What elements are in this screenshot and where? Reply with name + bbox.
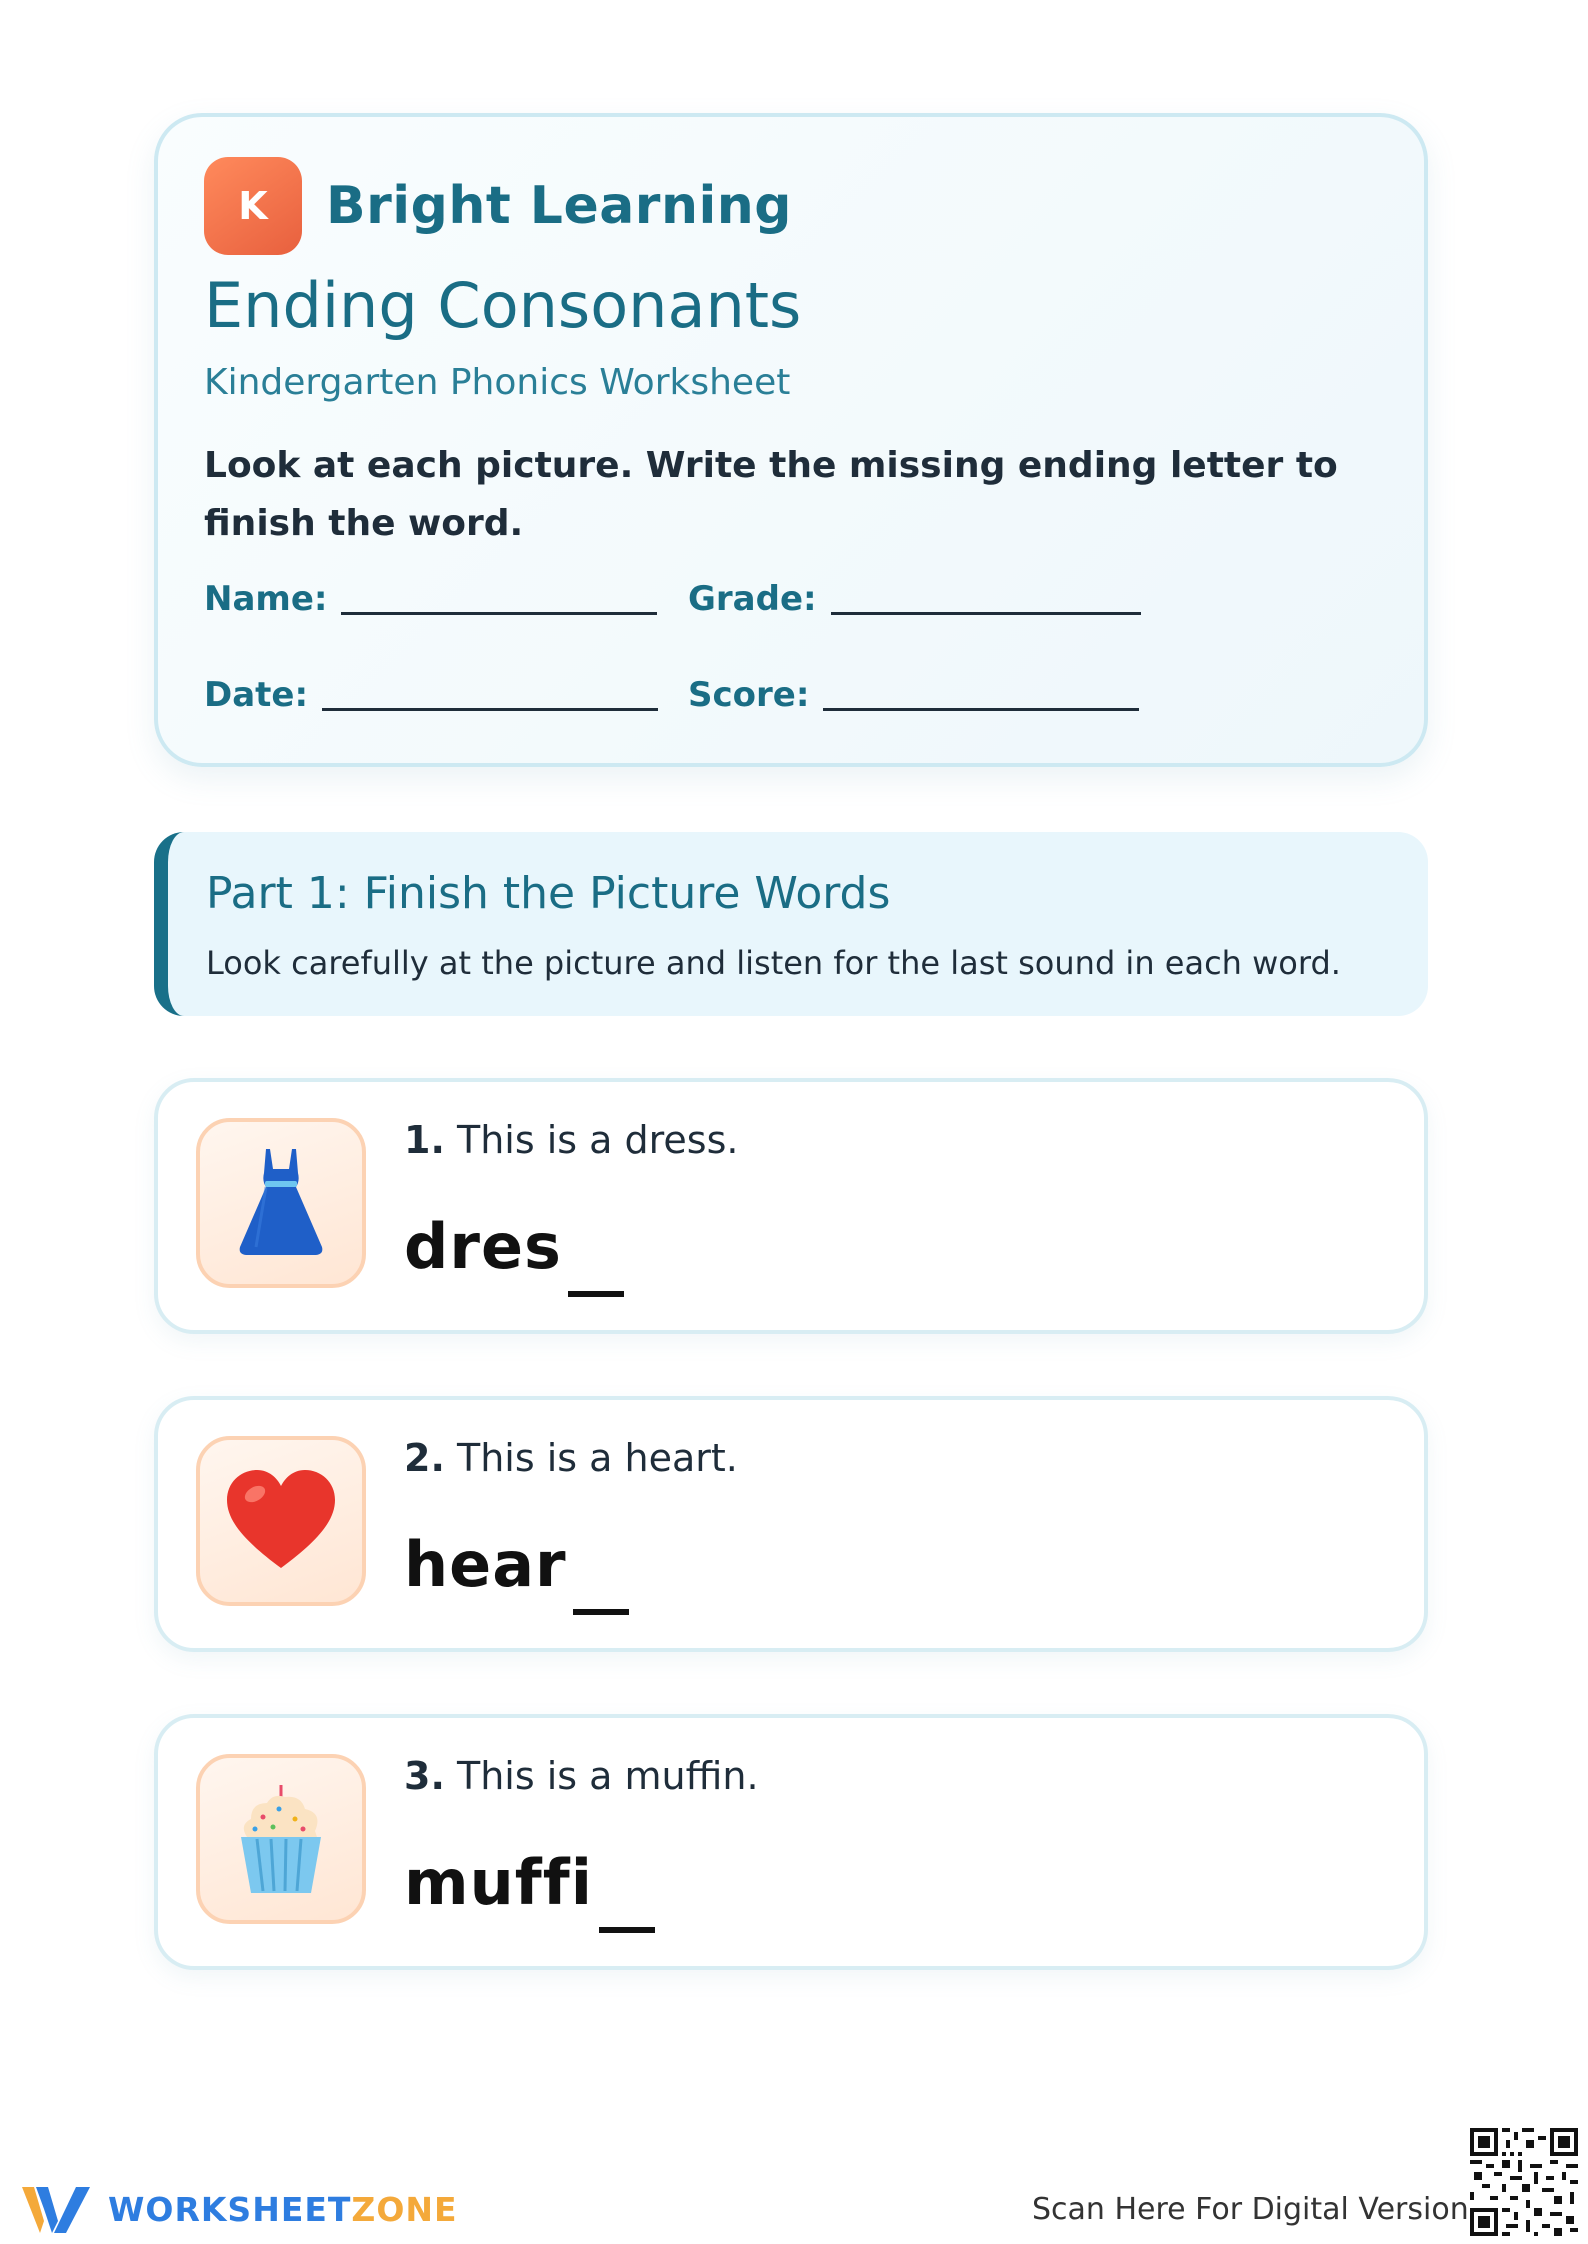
dress-icon xyxy=(226,1143,336,1263)
question-card xyxy=(154,1396,1428,1652)
grade-label: Grade: xyxy=(688,579,817,619)
question-image xyxy=(196,1754,366,1924)
date-field xyxy=(204,675,658,715)
name-label: Name: xyxy=(204,579,328,619)
score-write-line[interactable] xyxy=(823,708,1139,711)
date-label: Date: xyxy=(204,675,309,715)
worksheet-header-card xyxy=(154,113,1428,767)
section-title: Part 1: Finish the Picture Words xyxy=(206,868,891,919)
logo-text-secondary: ZONE xyxy=(351,2189,458,2229)
question-image xyxy=(196,1436,366,1606)
name-field xyxy=(204,579,657,619)
section-description: Look carefully at the picture and listen for the last sound in each word. xyxy=(206,944,1341,982)
partial-word: muffi xyxy=(404,1846,593,1919)
question-word xyxy=(404,1210,624,1283)
partial-word: dres xyxy=(404,1210,562,1283)
question-text: This is a muffin. xyxy=(456,1754,759,1798)
worksheetzone-w-icon xyxy=(18,2181,94,2237)
worksheetzone-logo[interactable] xyxy=(18,2181,458,2237)
question-number: 2. xyxy=(404,1436,445,1480)
question-card xyxy=(154,1714,1428,1970)
grade-write-line[interactable] xyxy=(831,612,1141,615)
brand-name: Bright Learning xyxy=(326,176,793,236)
cupcake-icon xyxy=(233,1781,329,1897)
date-write-line[interactable] xyxy=(322,708,658,711)
answer-blank[interactable] xyxy=(599,1927,655,1933)
score-label: Score: xyxy=(688,675,810,715)
section-header xyxy=(154,832,1428,1016)
logo-text-primary: WORKSHEET xyxy=(108,2189,352,2229)
qr-code-icon[interactable] xyxy=(1470,2128,1578,2236)
brand-badge-icon: K xyxy=(204,157,302,255)
partial-word: hear xyxy=(404,1528,567,1601)
score-field xyxy=(688,675,1139,715)
answer-blank[interactable] xyxy=(568,1291,624,1297)
question-sentence xyxy=(404,1754,759,1798)
question-word xyxy=(404,1846,655,1919)
worksheet-instructions: Look at each picture. Write the missing ending letter to finish the word. xyxy=(204,445,1338,544)
worksheet-title: Ending Consonants xyxy=(204,269,802,342)
question-number: 3. xyxy=(404,1754,445,1798)
question-text: This is a heart. xyxy=(456,1436,738,1480)
brand-row xyxy=(204,157,792,255)
question-card xyxy=(154,1078,1428,1334)
worksheet-subtitle: Kindergarten Phonics Worksheet xyxy=(204,362,791,403)
name-write-line[interactable] xyxy=(341,612,657,615)
question-sentence xyxy=(404,1118,738,1162)
question-image xyxy=(196,1118,366,1288)
question-text: This is a dress. xyxy=(456,1118,739,1162)
question-number: 1. xyxy=(404,1118,445,1162)
answer-blank[interactable] xyxy=(573,1609,629,1615)
grade-field xyxy=(688,579,1141,619)
worksheetzone-logo-text xyxy=(108,2190,458,2229)
question-word xyxy=(404,1528,629,1601)
scan-instruction: Scan Here For Digital Version xyxy=(1032,2192,1469,2227)
question-sentence xyxy=(404,1436,738,1480)
heart-icon xyxy=(223,1468,339,1574)
